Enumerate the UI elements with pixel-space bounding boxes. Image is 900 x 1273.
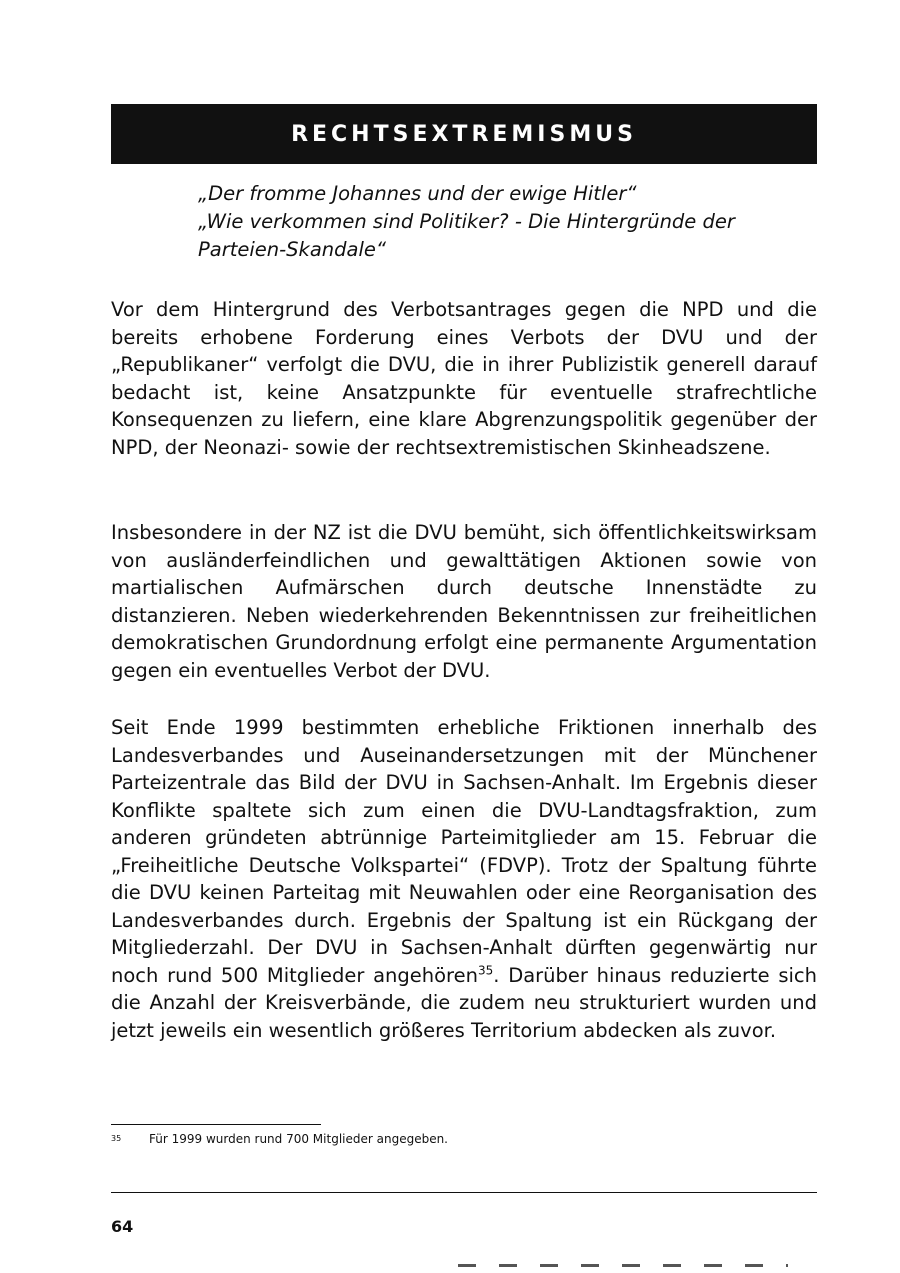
footnote-text: Für 1999 wurden rund 700 Mitglieder angegeben. [149,1132,448,1146]
footnote-divider [111,1124,321,1125]
paragraph-text: . Darüber hinaus reduzierte sich die Anzahl der Kreisverbände, die zudem neu strukturiert wurden und jetzt jeweils ein wesentlich größeres Territorium abdecken als zuvor. [111,963,817,1042]
footnote [111,1131,817,1147]
paragraph: Vor dem Hintergrund des Verbotsantrages gegen die NPD und die bereits erhobene Forderung eines Verbots der DVU und der „Republikaner“ verfolgt die DVU, die in ihrer Publizistik generell darauf bedacht ist, keine Ansatzpunkte für eventuelle strafrechtliche Konsequenzen zu liefern, eine klare Abgrenzungspolitik gegenüber der NPD, der Neonazi- sowie der rechtsextremistischen Skinheadszene. [111,298,817,459]
paragraph [111,714,817,1044]
quote-line: „Der fromme Johannes und der ewige Hitler“ [198,182,637,205]
page-number: 64 [111,1217,134,1236]
paragraph: Insbesondere in der NZ ist die DVU bemüht, sich öffentlichkeitswirksam von ausländerfeindlichen und gewalttätigen Aktionen sowie von martialischen Aufmärschen durch deutsche Innenstädte zu distanzieren. Neben wiederkehrenden Bekenntnissen zur freiheitlichen demokratischen Grundordnung erfolgt eine permanente Argumentation gegen ein eventuelles Verbot der DVU. [111,521,817,682]
quote-line: „Wie verkommen sind Politiker? - Die Hintergründe der Parteien-Skandale“ [198,210,735,261]
footnote-reference[interactable]: 35 [478,963,494,977]
section-header-bar [111,104,817,164]
section-title: RECHTSEXTREMISMUS [291,121,637,147]
page-divider [111,1192,817,1193]
footnote-number: 35 [111,1134,122,1143]
paragraph-text: Seit Ende 1999 bestimmten erhebliche Friktionen innerhalb des Landesverbandes und Auseinandersetzungen mit der Münchener Parteizentrale das Bild der DVU in Sachsen-Anhalt. Im Ergebnis dieser Konflikte spaltete sich zum einen die DVU-Landtagsfraktion, zum anderen gründeten abtrünnige Parteimitglieder am 15. Februar die „Freiheitliche Deutsche Volkspartei“ (FDVP). Trotz der Spaltung führte die DVU keinen Parteitag mit Neuwahlen oder eine Reorganisation des Landesverbandes durch. Ergebnis der Spaltung ist ein Rückgang der Mitgliederzahl. Der DVU in Sachsen-Anhalt dürften gegenwärtig nur noch rund 500 Mitglieder angehören [111,716,817,987]
quote-block [198,180,820,264]
dashed-edge-marks [458,1264,788,1267]
